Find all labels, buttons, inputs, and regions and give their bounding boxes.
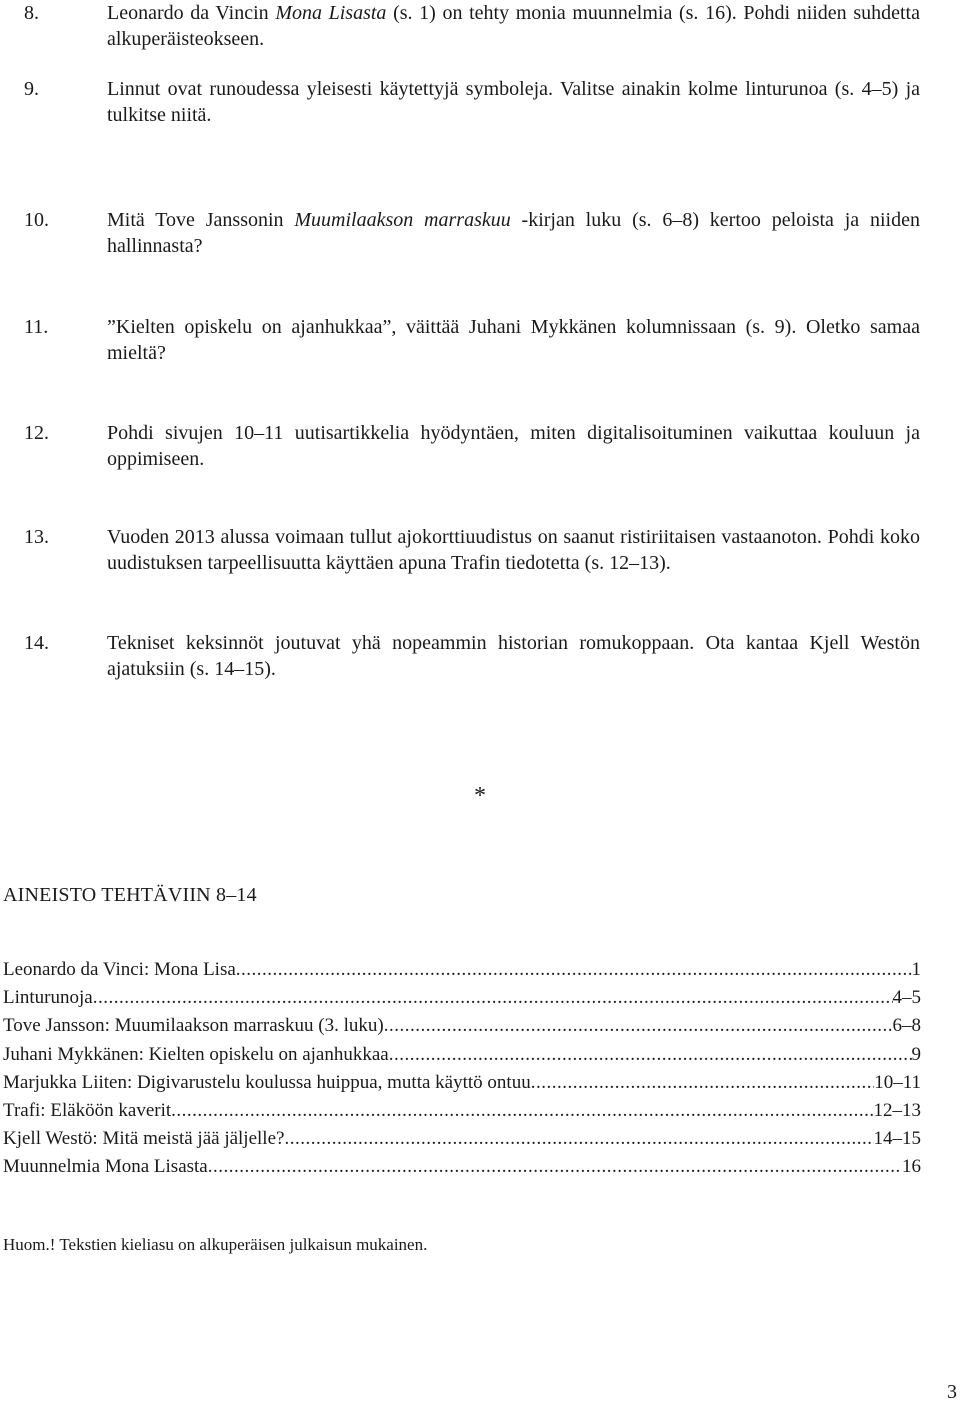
material-title: Kjell Westö: Mitä meistä jää jäljelle? [3,1128,285,1150]
material-list-item [3,1069,921,1097]
task-text: ”Kielten opiskelu on ajanhukkaa”, väittää Juhani Mykkänen kolumnissaan (s. 9). Oletko samaa mieltä? [107,316,920,364]
material-list-item [3,1153,921,1181]
material-page: 16 [902,1156,921,1178]
task-text: Mitä Tove Janssonin Muumilaakson marraskuu -kirjan luku (s. 6–8) kertoo peloista ja niiden hallinnasta? [107,209,920,257]
task-number: 10. [24,209,49,231]
material-list-item [3,1125,921,1153]
dot-leader [284,1125,873,1153]
task-11 [24,314,920,366]
material-title: Muunnelmia Mona Lisasta [3,1156,208,1178]
task-text: Tekniset keksinnöt joutuvat yhä nopeammin historian romukoppaan. Ota kantaa Kjell Westön ajatuksiin (s. 14–15). [107,632,920,680]
dot-leader [531,1069,875,1097]
material-list [3,956,921,1182]
material-title: Linturunoja [3,987,93,1009]
material-page: 1 [911,959,921,980]
task-number: 8. [24,2,39,24]
material-title: Tove Jansson: Muumilaakson marraskuu (3. luku) [3,1015,384,1037]
task-text: Leonardo da Vincin Mona Lisasta (s. 1) on tehty monia muunnelmia (s. 16). Pohdi niiden suhdetta alkuperäisteokseen. [107,2,920,50]
task-number: 9. [24,78,39,100]
task-number: 14. [24,632,49,654]
material-page: 4–5 [892,987,921,1009]
material-title: Leonardo da Vinci: Mona Lisa [3,959,236,980]
task-text: Linnut ovat runoudessa yleisesti käytettyjä symboleja. Valitse ainakin kolme linturunoa (s. 4–5) ja tulkitse niitä. [107,78,920,126]
material-title: Marjukka Liiten: Digivarustelu koulussa huippua, mutta käyttö ontuu [3,1071,531,1093]
task-number: 12. [24,422,49,444]
material-page: 12–13 [873,1099,921,1121]
task-14 [24,630,920,682]
task-13 [24,524,920,576]
dot-leader [389,1041,912,1069]
language-note: Huom.! Tekstien kieliasu on alkuperäisen julkaisun mukainen. [3,1235,428,1254]
material-list-item [3,1041,921,1069]
material-list-item [3,1097,921,1125]
material-heading: AINEISTO TEHTÄVIIN 8–14 [3,884,257,906]
material-page: 14–15 [873,1128,921,1150]
material-title: Trafi: Eläköön kaverit [3,1099,172,1121]
material-list-item [3,956,921,984]
material-page: 6–8 [892,1015,921,1037]
material-page: 9 [911,1043,921,1065]
task-9 [24,76,920,128]
dot-leader [236,956,912,984]
task-text: Vuoden 2013 alussa voimaan tullut ajokorttiuudistus on saanut ristiriitaisen vastaanoton. Pohdi koko uudistuksen tarpeellisuutta käyttäen apuna Trafin tiedotetta (s. 12–13). [107,526,920,574]
material-page: 10–11 [874,1071,921,1093]
material-list-item [3,984,921,1012]
dot-leader [93,984,893,1012]
task-text: Pohdi sivujen 10–11 uutisartikkelia hyödyntäen, miten digitalisoituminen vaikuttaa kouluun ja oppimiseen. [107,422,920,470]
task-8 [24,0,920,52]
material-title: Juhani Mykkänen: Kielten opiskelu on ajanhukkaa [3,1043,389,1065]
material-list-item [3,1012,921,1040]
dot-leader [171,1097,873,1125]
task-number: 13. [24,526,49,548]
dot-leader [384,1012,893,1040]
dot-leader [208,1153,902,1181]
task-10 [24,207,920,259]
task-number: 11. [24,316,49,338]
task-12 [24,420,920,472]
page-number: 3 [947,1381,957,1403]
section-separator: * [474,783,486,809]
